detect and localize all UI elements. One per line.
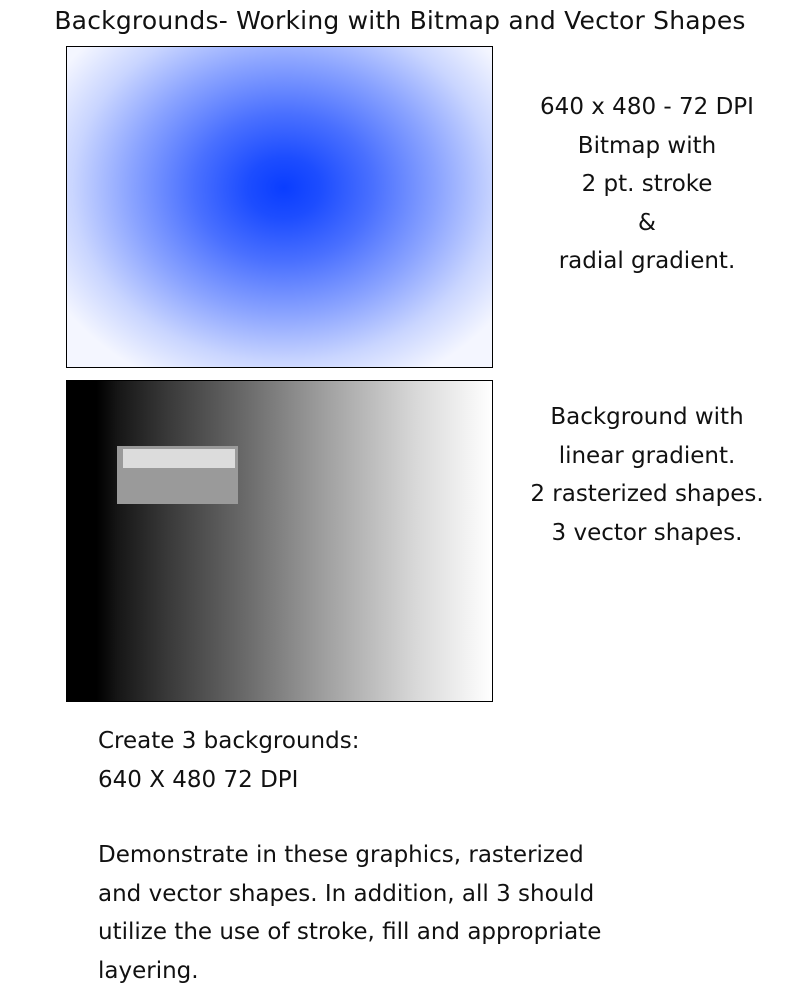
assignment-line: layering. bbox=[98, 957, 199, 984]
linear-caption bbox=[494, 398, 800, 552]
assignment-line: Demonstrate in these graphics, rasterized bbox=[98, 842, 584, 868]
caption-line: linear gradient. bbox=[558, 442, 736, 469]
page-title: Backgrounds- Working with Bitmap and Vector Shapes bbox=[54, 6, 746, 35]
caption-line: & bbox=[638, 209, 656, 236]
caption-line: Bitmap with bbox=[577, 132, 717, 159]
caption-line: radial gradient. bbox=[558, 248, 736, 274]
assignment-intro bbox=[98, 722, 359, 799]
caption-line: 2 rasterized shapes. bbox=[530, 481, 764, 507]
assignment-body bbox=[98, 836, 601, 990]
assignment-line: 640 X 480 72 DPI bbox=[98, 766, 299, 793]
rasterized-shape-bar bbox=[123, 449, 235, 468]
radial-gradient-bitmap bbox=[66, 46, 493, 368]
caption-line: 640 x 480 - 72 DPI bbox=[540, 94, 754, 120]
caption-line: 2 pt. stroke bbox=[581, 171, 713, 197]
assignment-line: utilize the use of stroke, fill and appropriate bbox=[98, 919, 602, 945]
assignment-line: and vector shapes. In addition, all 3 should bbox=[98, 880, 595, 907]
linear-gradient-background bbox=[66, 380, 493, 702]
assignment-line: Create 3 backgrounds: bbox=[98, 728, 360, 754]
caption-line: 3 vector shapes. bbox=[551, 519, 743, 546]
bitmap-caption bbox=[494, 88, 800, 281]
caption-line: Background with bbox=[550, 404, 744, 430]
